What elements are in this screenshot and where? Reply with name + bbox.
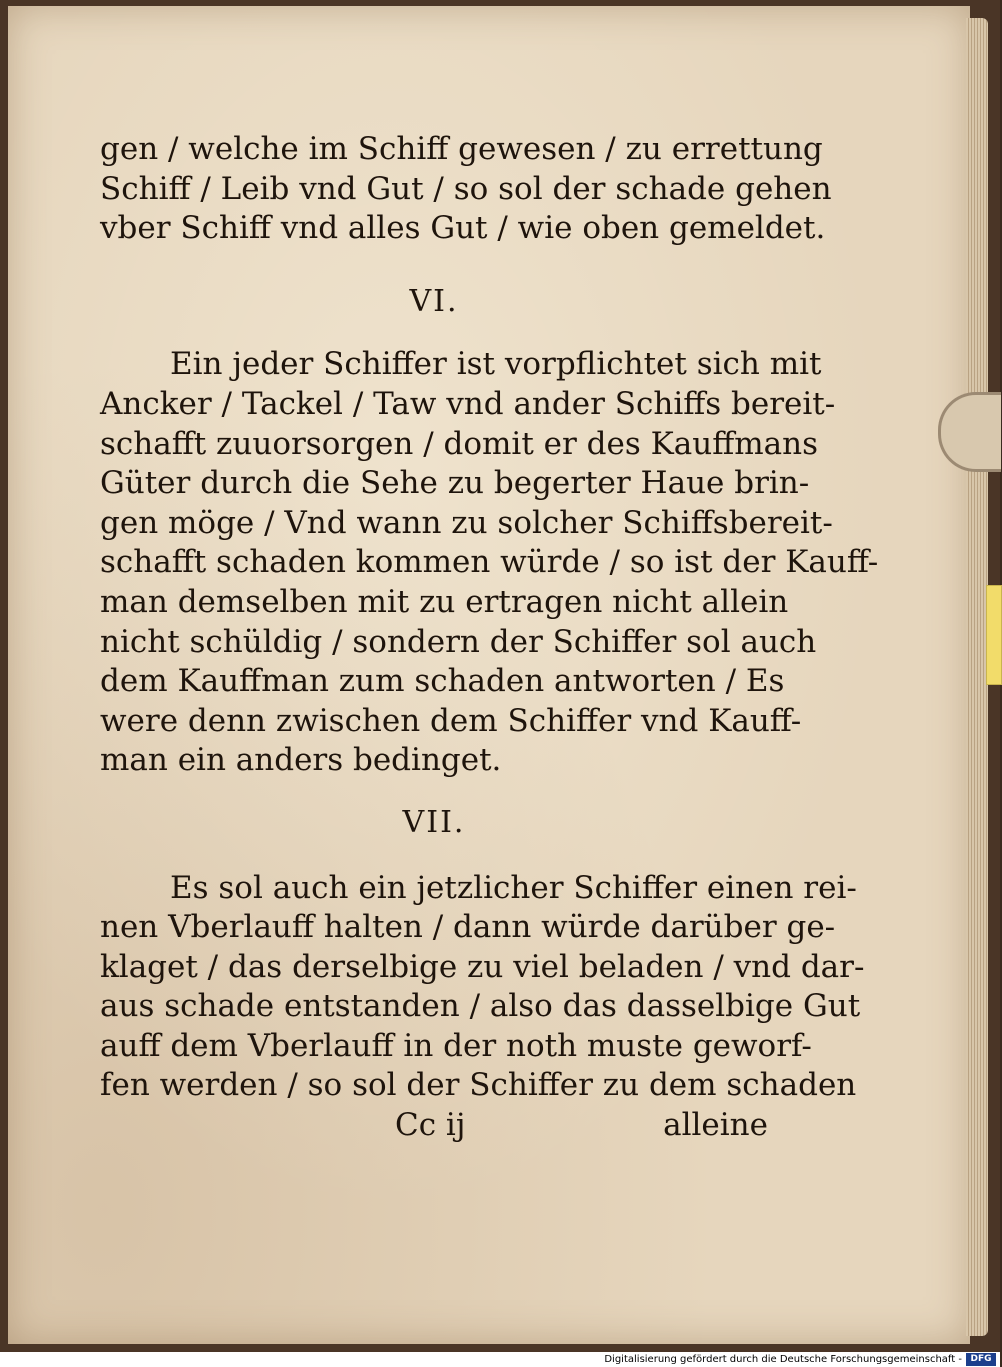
text-line: klaget / das derselbige zu viel beladen / vnd dar- bbox=[100, 948, 865, 985]
text-line: dem Kauffman zum schaden antworten / Es bbox=[100, 663, 785, 700]
text-line: man ein anders bedinget. bbox=[100, 742, 502, 779]
section-heading-vii: VII. bbox=[402, 804, 466, 840]
text-line: Es sol auch ein jetzlicher Schiffer einen rei- bbox=[170, 869, 857, 906]
page-text bbox=[100, 130, 879, 1146]
text-line: were denn zwischen dem Schiffer vnd Kauff- bbox=[100, 702, 802, 739]
text-line: schafft zuuorsorgen / domit er des Kauffmans bbox=[100, 425, 818, 462]
intro-paragraph bbox=[100, 130, 832, 249]
text-line: auff dem Vberlauff in der noth muste geworf- bbox=[100, 1027, 812, 1064]
section-heading-vi: VI. bbox=[409, 283, 459, 319]
page-edges bbox=[966, 18, 988, 1336]
section-vii-paragraph bbox=[100, 869, 865, 1107]
text-line: nen Vberlauff halten / dann würde darüber ge- bbox=[100, 909, 836, 946]
text-line: vber Schiff vnd alles Gut / wie oben gemeldet. bbox=[100, 210, 826, 247]
footer-bar bbox=[0, 1352, 1000, 1367]
text-line: aus schade entstanden / also das dasselbige Gut bbox=[100, 988, 861, 1025]
thumb-tab-notch bbox=[938, 392, 1001, 472]
section-vi-paragraph bbox=[100, 345, 879, 781]
funding-credit: Digitalisierung gefördert durch die Deutsche Forschungsgemeinschaft - bbox=[604, 1354, 962, 1365]
dfg-logo-icon: DFG bbox=[966, 1353, 996, 1366]
text-line: Güter durch die Sehe zu begerter Haue brin- bbox=[100, 465, 810, 502]
text-line: gen / welche im Schiff gewesen / zu errettung bbox=[100, 131, 823, 167]
text-line: man demselben mit zu ertragen nicht allein bbox=[100, 583, 789, 620]
text-line: Schiff / Leib vnd Gut / so sol der schade gehen bbox=[100, 170, 832, 207]
bookmark-strip bbox=[986, 585, 1002, 685]
text-line: nicht schüldig / sondern der Schiffer sol auch bbox=[100, 623, 817, 660]
text-line: Ancker / Tackel / Taw vnd ander Schiffs bereit- bbox=[100, 385, 836, 422]
catchword: alleine bbox=[663, 1107, 768, 1144]
text-line: schafft schaden kommen würde / so ist der Kauff- bbox=[100, 544, 879, 581]
text-line: fen werden / so sol der Schiffer zu dem schaden bbox=[100, 1067, 857, 1104]
page-signature-line bbox=[100, 1106, 768, 1146]
text-line: gen möge / Vnd wann zu solcher Schiffsbereit- bbox=[100, 504, 833, 541]
text-line: Ein jeder Schiffer ist vorpflichtet sich mit bbox=[170, 346, 822, 383]
signature-mark: Cc ij bbox=[395, 1107, 466, 1144]
